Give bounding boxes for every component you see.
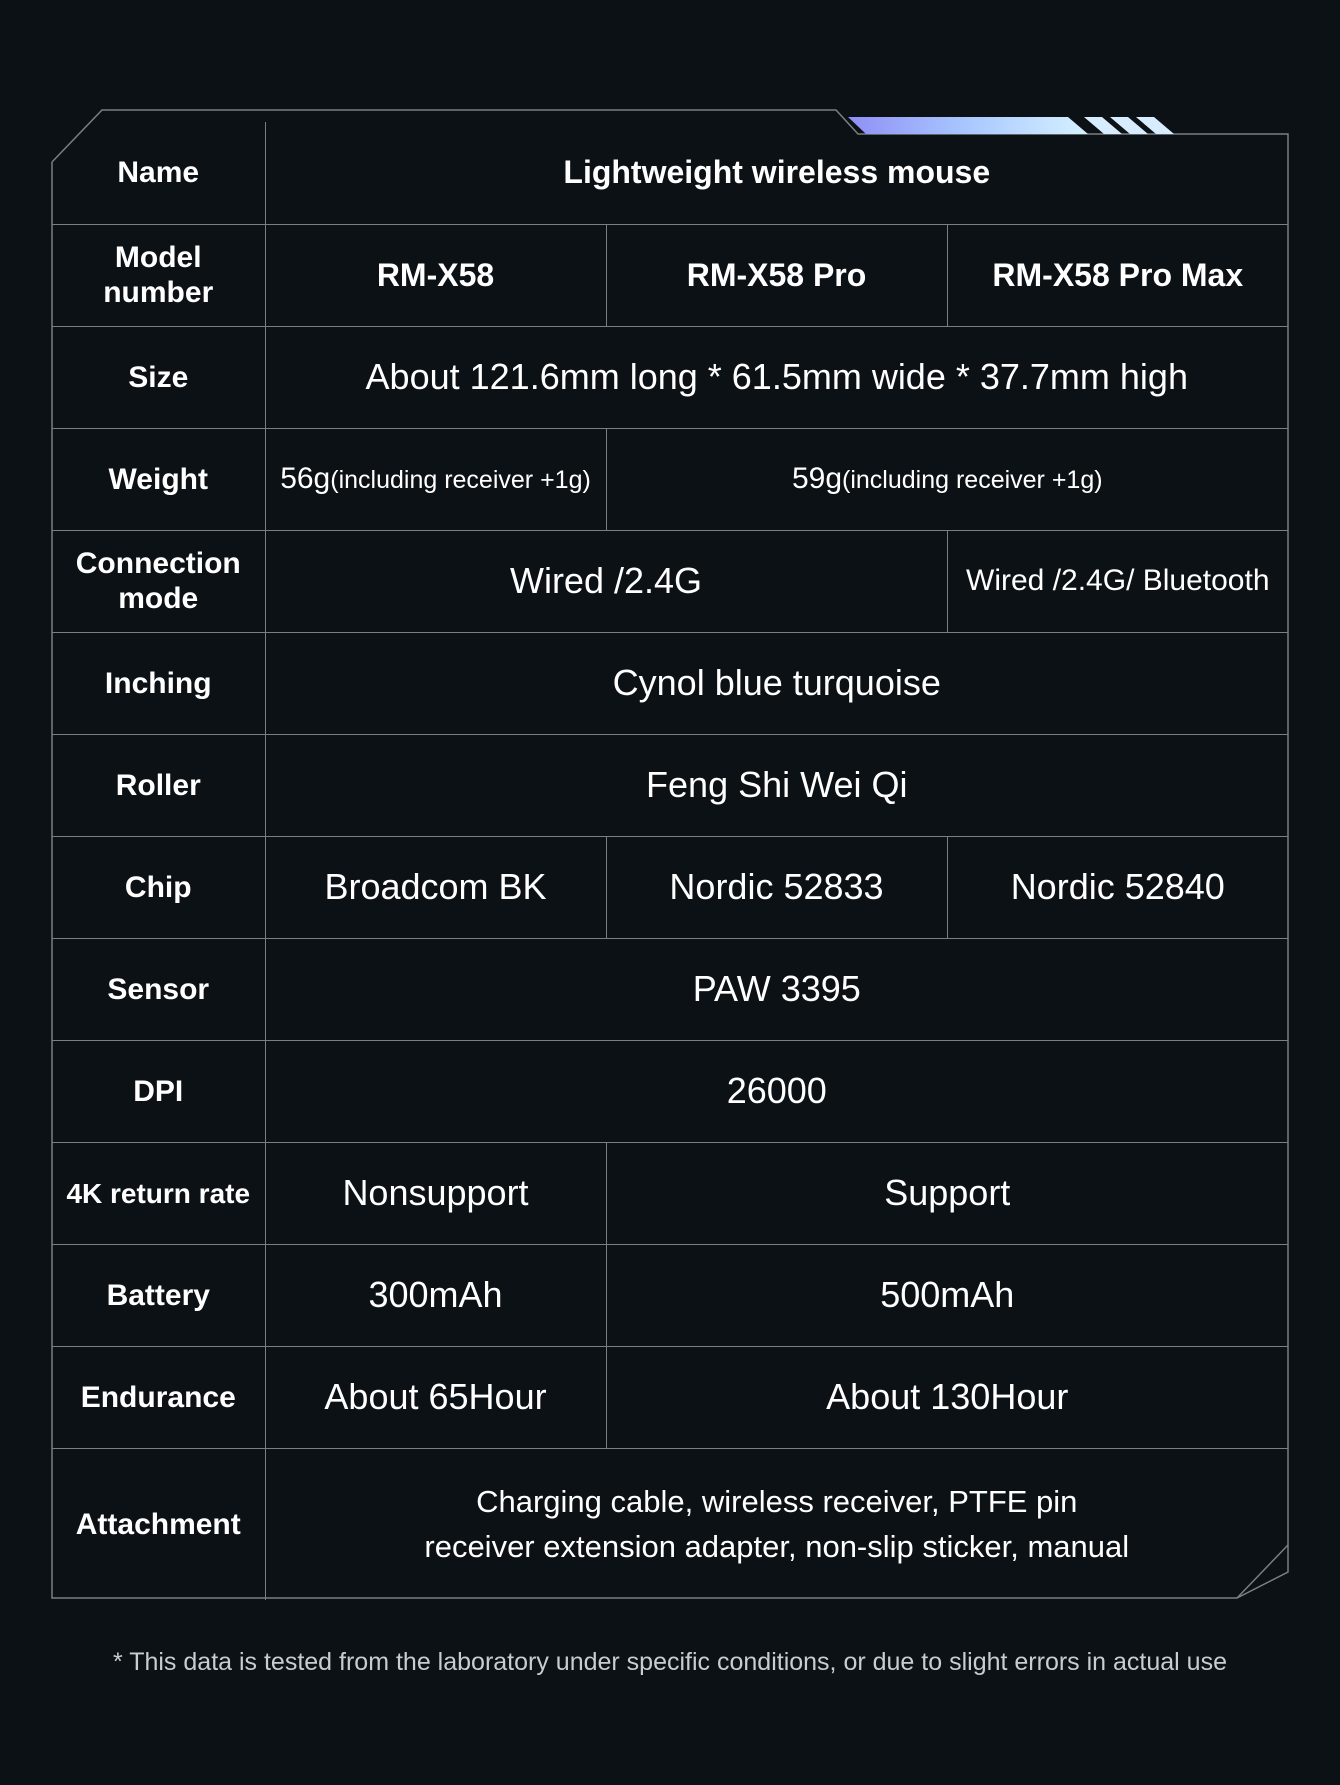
- table-row: [52, 734, 1288, 836]
- row-label-endurance: Endurance: [52, 1346, 265, 1448]
- endurance-value-pro: About 130Hour: [606, 1346, 1288, 1448]
- row-label-battery: Battery: [52, 1244, 265, 1346]
- connection-value-standard: Wired /2.4G: [265, 530, 947, 632]
- row-label-name: Name: [52, 122, 265, 224]
- row-label-attachment: Attachment: [52, 1448, 265, 1600]
- table-row: [52, 530, 1288, 632]
- footnote: * This data is tested from the laboratory under specific conditions, or due to slight errors in actual use: [112, 1648, 1227, 1676]
- attachment-value: [265, 1448, 1288, 1600]
- row-label-return-rate: 4K return rate: [52, 1142, 265, 1244]
- weight-main: 56g: [280, 461, 331, 495]
- row-label-sensor: Sensor: [52, 938, 265, 1040]
- table-row: [52, 1040, 1288, 1142]
- row-label-size: Size: [52, 326, 265, 428]
- table-row: [52, 1244, 1288, 1346]
- endurance-value-standard: About 65Hour: [265, 1346, 606, 1448]
- table-row: [52, 632, 1288, 734]
- return-rate-value-standard: Nonsupport: [265, 1142, 606, 1244]
- size-value: About 121.6mm long * 61.5mm wide * 37.7mm high: [265, 326, 1288, 428]
- weight-note: (including receiver +1g): [842, 465, 1103, 494]
- model-cell: RM-X58 Pro: [606, 224, 947, 326]
- battery-value-pro: 500mAh: [606, 1244, 1288, 1346]
- weight-value-standard: [265, 428, 606, 530]
- table-row: [52, 836, 1288, 938]
- table-row: [52, 1448, 1288, 1600]
- chip-cell: Nordic 52833: [606, 836, 947, 938]
- chip-cell: Broadcom BK: [265, 836, 606, 938]
- model-cell: RM-X58: [265, 224, 606, 326]
- battery-value-standard: 300mAh: [265, 1244, 606, 1346]
- table-row: [52, 224, 1288, 326]
- row-label-inching: Inching: [52, 632, 265, 734]
- row-label-model-number: Model number: [52, 224, 265, 326]
- weight-value-pro: [606, 428, 1288, 530]
- table-row: [52, 428, 1288, 530]
- table-row: [52, 1346, 1288, 1448]
- weight-note: (including receiver +1g): [330, 465, 591, 494]
- row-label-roller: Roller: [52, 734, 265, 836]
- attachment-line: receiver extension adapter, non-slip sticker, manual: [424, 1529, 1130, 1565]
- attachment-line: Charging cable, wireless receiver, PTFE pin: [476, 1484, 1078, 1520]
- row-label-weight: Weight: [52, 428, 265, 530]
- dpi-value: 26000: [265, 1040, 1288, 1142]
- model-cell: RM-X58 Pro Max: [947, 224, 1288, 326]
- table-row: [52, 938, 1288, 1040]
- product-name-value: Lightweight wireless mouse: [265, 122, 1288, 224]
- sensor-value: PAW 3395: [265, 938, 1288, 1040]
- return-rate-value-pro: Support: [606, 1142, 1288, 1244]
- row-label-dpi: DPI: [52, 1040, 265, 1142]
- spec-table: [52, 122, 1288, 1600]
- row-label-connection-mode: Connection mode: [52, 530, 265, 632]
- table-row: [52, 1142, 1288, 1244]
- roller-value: Feng Shi Wei Qi: [265, 734, 1288, 836]
- connection-value-pro-max: Wired /2.4G/ Bluetooth: [947, 530, 1288, 632]
- table-row: [52, 326, 1288, 428]
- inching-value: Cynol blue turquoise: [265, 632, 1288, 734]
- chip-cell: Nordic 52840: [947, 836, 1288, 938]
- row-label-chip: Chip: [52, 836, 265, 938]
- table-row: [52, 122, 1288, 224]
- weight-main: 59g: [791, 461, 843, 495]
